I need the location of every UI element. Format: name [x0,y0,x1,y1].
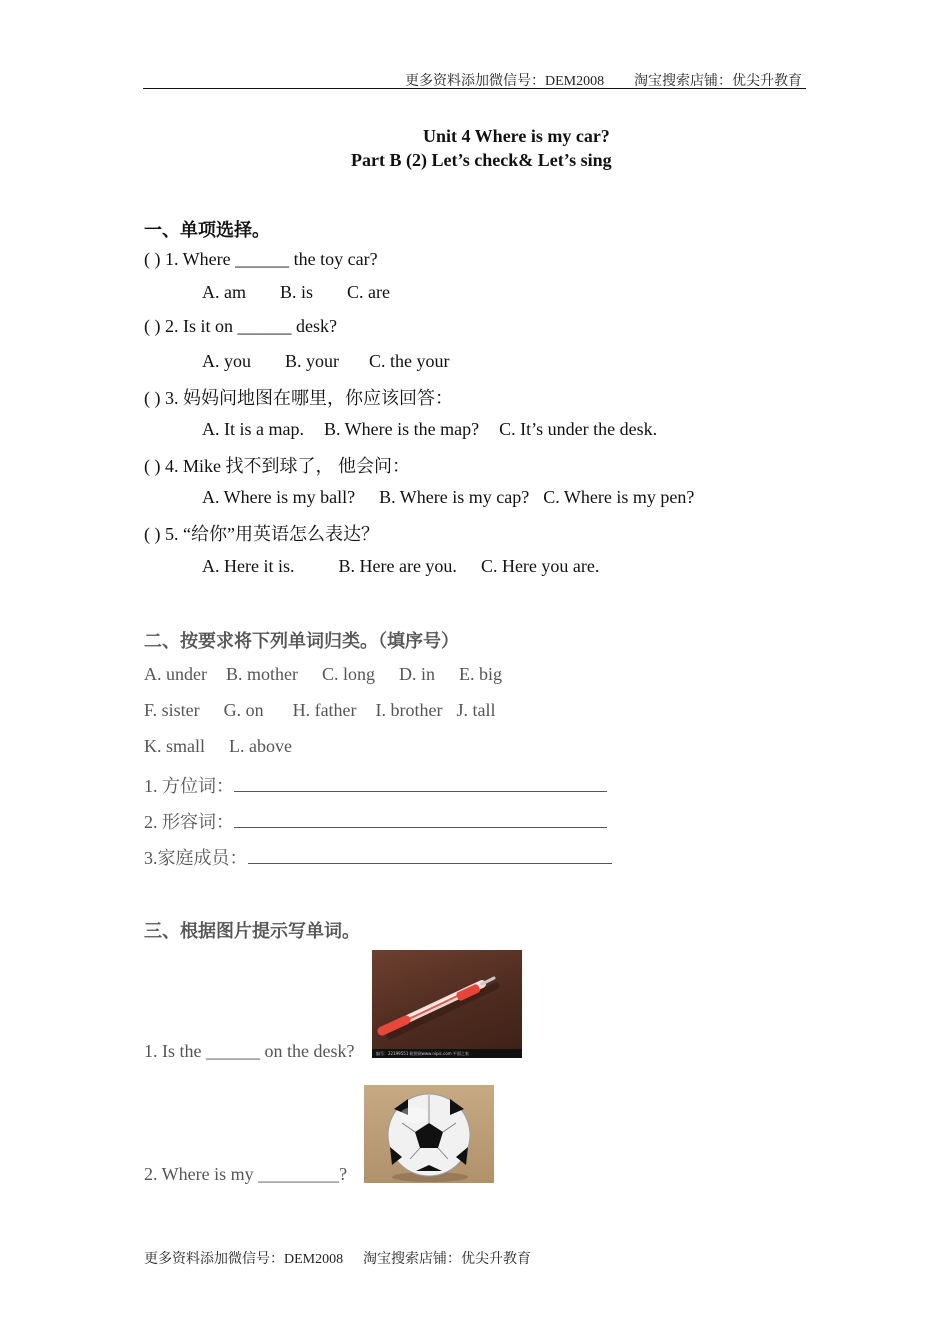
option-b: B. Where is the map? [323,419,480,439]
question-5 [144,520,379,546]
category-family-members [144,844,612,870]
answer-blank[interactable] [248,847,612,864]
question-2 [144,316,337,337]
question-stem: 3. 妈妈问地图在哪里，你应该回答： [165,388,453,408]
word-item: K. small [144,736,205,756]
image-caption-bar [372,1049,522,1058]
category-label: 1. 方位词： [144,776,234,796]
word-item: H. father [292,700,357,720]
section1-heading: 一、单项选择。 [144,220,270,240]
pen-icon [372,950,522,1058]
section3-heading: 三、根据图片提示写单词。 [144,921,360,941]
options-3 [202,419,657,440]
option-b: B. your [285,351,339,371]
header-wechat: 更多资料添加微信号：DEM2008 [405,74,605,89]
options-5 [202,556,599,577]
page-subtitle: Part B (2) Let’s check& Let’s sing [351,150,612,170]
pen-photo [372,950,522,1058]
question-stem: 1. Where ______ the toy car? [165,249,378,269]
picture-question-1: 1. Is the ______ on the desk? [144,1041,355,1061]
footer-shop: 淘宝搜索店铺：优尖升教育 [363,1252,531,1267]
word-item: L. above [229,736,292,756]
image-caption: 编号：22199551 昵图网www.nipic.com 平面之家 [376,1051,469,1056]
header-divider [143,88,806,89]
category-label: 3.家庭成员： [144,848,248,868]
soccer-ball-photo [364,1085,494,1183]
answer-bracket[interactable]: ( ) [144,388,161,408]
question-stem: 5. “给你”用英语怎么表达？ [165,524,379,544]
word-item: F. sister [144,700,200,720]
word-item: B. mother [225,664,298,684]
option-b: B. Where is my cap? [379,487,530,507]
option-a: A. Here it is. [202,556,295,576]
question-stem: 2. Is it on ______ desk? [165,316,337,336]
word-item: D. in [399,664,435,684]
option-c: C. Here you are. [480,556,600,576]
answer-bracket[interactable]: ( ) [144,524,161,544]
word-item: A. under [144,664,207,684]
option-c: C. are [347,282,390,302]
question-1 [144,249,378,270]
options-2 [202,351,450,372]
option-c: C. It’s under the desk. [499,419,658,439]
option-a: A. Where is my ball? [202,487,356,507]
page-title: Unit 4 Where is my car? [423,126,610,146]
option-c: C. the your [369,351,450,371]
answer-bracket[interactable]: ( ) [144,316,161,336]
option-b: B. Here are you. [338,556,457,576]
category-label: 2. 形容词： [144,812,234,832]
footer-wechat: 更多资料添加微信号：DEM2008 [144,1252,344,1267]
options-1 [202,282,390,303]
option-c: C. Where is my pen? [543,487,695,507]
answer-bracket[interactable]: ( ) [144,456,161,476]
option-b: B. is [280,282,314,302]
picture-question-2: 2. Where is my _________? [144,1164,348,1184]
word-item: C. long [321,664,375,684]
option-a: A. am [202,282,246,302]
question-3 [144,384,453,410]
answer-bracket[interactable]: ( ) [144,249,161,269]
header-shop: 淘宝搜索店铺：优尖升教育 [634,74,802,89]
question-stem: 4. Mike 找不到球了， 他会问： [165,456,410,476]
answer-blank[interactable] [234,811,607,828]
soccer-ball-icon [364,1085,494,1183]
options-4 [202,487,694,508]
option-a: A. you [202,351,251,371]
word-item: G. on [223,700,264,720]
question-4 [144,452,410,478]
word-item: I. brother [375,700,443,720]
word-item: J. tall [456,700,496,720]
answer-blank[interactable] [234,775,607,792]
category-position-words [144,772,607,798]
category-adjectives [144,808,607,834]
word-list-row-3 [144,736,292,757]
word-item: E. big [459,664,502,684]
section2-heading: 二、按要求将下列单词归类。（填序号） [144,631,459,651]
option-a: A. It is a map. [202,419,304,439]
word-list-row-2 [144,700,496,721]
word-list-row-1 [144,664,502,685]
